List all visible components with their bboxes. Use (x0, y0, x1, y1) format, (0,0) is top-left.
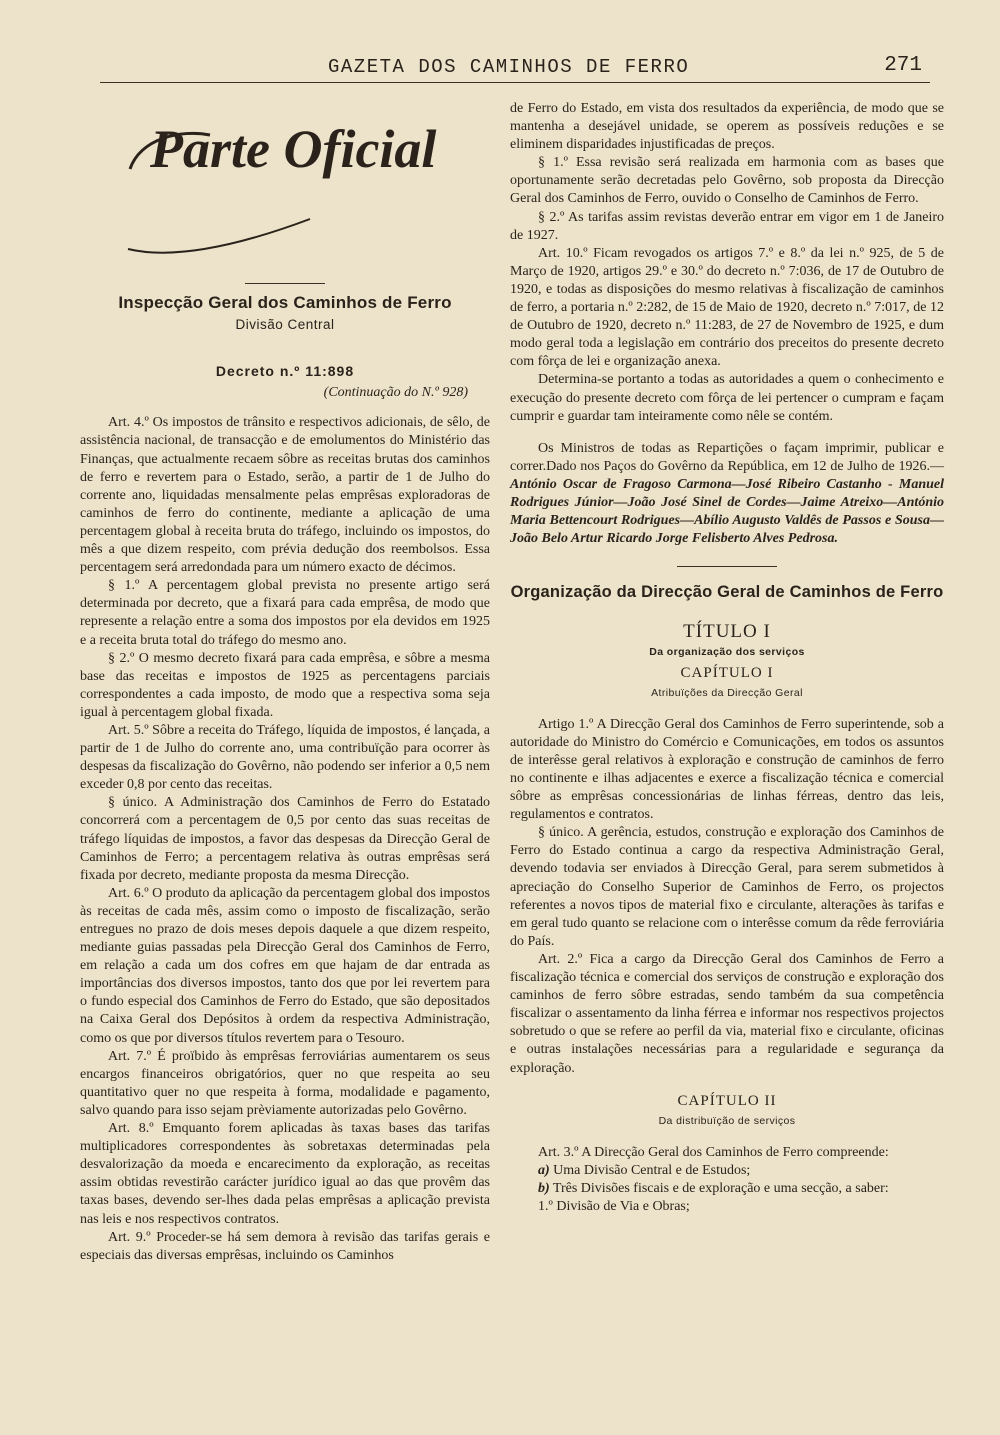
article-paragraph: Art. 3.º A Direcção Geral dos Caminhos de Ferro compreende: (538, 1144, 889, 1160)
divider (245, 283, 325, 284)
article-paragraph: Art. 7.º É proïbido às emprêsas ferroviárias aumentarem os seus encargos financeiros obrigatórios, quer no que respeita ao seu quantitativo quer no que respeita à forma, modalidade e pagamento, salvo quando para isso sejam prèviamente autorizadas pelo Govêrno. (80, 1048, 490, 1118)
signatures: António Oscar de Fragoso Carmona—José Ribeiro Castanho - Manuel Rodrigues Júnior—João José Sinel de Cordes—Jaime Atreixo—António Maria Bettencourt Rodrigues—Abílio Augusto Valdês de Passos e Sousa—João Belo Artur Ricardo Jorge Felisberto Alves Pedrosa. (510, 476, 944, 547)
parte-oficial-script (110, 99, 440, 269)
article-paragraph: § 1.º A percentagem global prevista no presente artigo será determinada por decreto, que a fixará para cada emprêsa, de modo que represente a relação entre a soma dos impostos por ela devidos em 1925 e a receita bruta total do tráfego do mesmo ano. (80, 578, 490, 648)
alinea-label: a) (538, 1162, 550, 1178)
alinea-a (510, 1162, 944, 1180)
list-item: 1.º Divisão de Via e Obras; (538, 1199, 690, 1215)
article-paragraph: § 1.º Essa revisão será realizada em harmonia com as bases que oportunamente serão decretadas pelo Govêrno, sob proposta da Direcção Geral dos Caminhos de Ferro, ouvido o Conselho de Caminhos de Ferro. (510, 155, 944, 207)
article-paragraph: § único. A gerência, estudos, construção e exploração dos Caminhos de Ferro do Estado continua a cargo da respectiva Administração Geral, devendo todavia ser enviados à Direcção Geral, para serem submetidos à apreciação do Conselho Superior de Caminhos de Ferro, os projectos referentes a novos tipos de material fixo e circulante, alterações às tarifas e em geral tudo quanto se relacione com o interêsse comum da rêde ferroviária do País. (510, 825, 944, 949)
alinea-label: b) (538, 1180, 550, 1196)
capitulo-subheading: Da distribuïção de serviços (658, 1114, 796, 1127)
organization-title: Organização da Direcção Geral de Caminhos de Ferro (510, 583, 944, 602)
article-paragraph: Art. 8.º Emquanto forem aplicadas às taxas bases das tarifas multiplicadores correspondentes às sobretaxas determinadas pela desvalorização da moeda e encarecimento da exploração, as receitas assim obtidas revestirão carácter jurídico igual ao das que provêm das taxas bases, devendo ser-lhes dada pelas emprêsas a aplicação prevista nas leis e nos respectivos contratos. (80, 1121, 490, 1227)
right-column (510, 100, 944, 1216)
alinea-b (510, 1180, 944, 1198)
closing-paragraph (510, 440, 944, 549)
capitulo-heading: CAPÍTULO I (680, 664, 774, 681)
alinea-text: Três Divisões fiscais e de exploração e uma secção, a saber: (552, 1180, 889, 1196)
closing-text: Os Ministros de todas as Repartições o façam imprimir, publicar e correr.Dado nos Paços do Govêrno da República, em 12 de Julho de 1926.— (510, 440, 944, 474)
article-paragraph: Art. 10.º Ficam revogados os artigos 7.º e 8.º da lei n.º 925, de 5 de Março de 1920, artigos 29.º e 30.º do decreto n.º 7:036, de 17 de Outubro de 1920, e todas as disposições do mesmo relativas à fiscalização de caminhos de ferro, a portaria n.º 2:282, de 15 de Maio de 1920, decreto n.º 7:017, de 12 de Outubro de 1920, decreto n.º 11:283, de 27 de Novembro de 1925, e dum modo geral toda a legislação em contrário dos preceitos do presente decreto com fôrça de lei e organização anexa. (510, 245, 944, 370)
article-paragraph: § 2.º O mesmo decreto fixará para cada emprêsa, e sôbre a mesma base das receitas e impostos de 1925 as percentagens parciais correspondentes a cada imposto, de modo que a respectiva soma seja igual à percentagem global fixada. (80, 650, 490, 720)
titulo-heading: TÍTULO I (683, 621, 771, 643)
capitulo-subheading: Atribuïções da Direcção Geral (651, 686, 803, 699)
page-header (100, 52, 930, 83)
page-number: 271 (884, 54, 922, 77)
divider (677, 566, 777, 567)
section-subtitle: Divisão Central (235, 317, 335, 333)
section-title: Inspecção Geral dos Caminhos de Ferro (118, 293, 452, 312)
article-paragraph: Determina-se portanto a todas as autoridades a quem o conhecimento e execução do presente decreto com fôrça de lei pertencer o cumpram e façam cumprir e guardar tam inteiramente como nêle se contém. (510, 372, 944, 424)
capitulo-heading: CAPÍTULO II (677, 1092, 777, 1109)
alinea-text: Uma Divisão Central e de Estudos; (553, 1162, 751, 1178)
left-column (80, 95, 490, 1265)
article-paragraph: § único. A Administração dos Caminhos de Ferro do Estatado concorrerá com a percentagem de 0,5 por cento das suas receitas de tráfego líquidas de impostos, a favor das despesas da Direcção Geral de Caminhos de Ferro; a percentagem relativa às outras emprêsas será fixada por decreto, mediante proposta da mesma Direcção. (80, 795, 490, 883)
article-paragraph: Art. 2.º Fica a cargo da Direcção Geral dos Caminhos de Ferro a fiscalização técnica e comercial dos serviços de construção e exploração dos caminhos de ferro sôbre estradas, sendo também da sua competência fiscalizar o assentamento da linha férrea e informar nos respectivos projectos sobretudo o que se refere ao perfil da via, material fixo e circulante, oficinas e outras instalações necessárias para a regularidade e segurança da exploração. (510, 951, 944, 1076)
article-paragraph: Art. 5.º Sôbre a receita do Tráfego, líquida de impostos, é lançada, a partir de 1 de Julho do corrente ano, uma contribuïção para ocorrer às despesas da fiscalização do Govêrno, não podendo ser inferior a 0,5 nem exceder 0,8 por cento das receitas. (80, 722, 490, 793)
article-paragraph: Art. 6.º O produto da aplicação da percentagem global dos impostos às receitas de cada mês, assim como o imposto de fiscalização, serão entregues no prazo de dois meses depois daquele a que dizem respeito, mediante guias passadas pela Direcção Geral dos Caminhos de Ferro, em relação a cada um dos cofres em que hajam de dar entrada as importâncias dos diversos impostos, tanto dos que por lei revertem para o fundo especial dos Caminhos de Ferro do Estado, que são depositados na Caixa Geral dos Depósitos à ordem da respectiva Administração, como os que por diversos títulos revertem para o Tesouro. (80, 885, 490, 1046)
article-paragraph: Art. 9.º Proceder-se há sem demora à revisão das tarifas gerais e especiais das diversas emprêsas, incluindo os Caminhos (80, 1229, 490, 1263)
decree-title: Decreto n.º 11:898 (215, 363, 355, 380)
article-paragraph: § 2.º As tarifas assim revistas deverão entrar em vigor em 1 de Janeiro de 1927. (510, 209, 944, 243)
parte-oficial-logo (80, 99, 490, 269)
publication-title: GAZETA DOS CAMINHOS DE FERRO (328, 56, 690, 78)
article-paragraph: Art. 4.º Os impostos de trânsito e respectivos adicionais, de sêlo, de assistência nacional, de transacção e de emolumentos do Ministério das Finanças, que actualmente recaem sôbre as receitas brutas dos caminhos de ferro e revertem para o Estado, serão, a partir de 1 de Julho do corrente ano, liquidadas mensalmente pelas emprêsas exploradoras de caminhos de ferro do continente, mediante a aplicação de uma percentagem global à receita bruta do tráfego, incluindo os impostos, do mês a que dizem respeito, com prévia dedução dos reembolsos. Essa percentagem será arredondada para um número exacto de décimos. (80, 415, 490, 576)
article-paragraph: de Ferro do Estado, em vista dos resultados da experiência, de modo que se mantenha a desejável unidade, se operem as possíveis reduções e se eliminem disparidades injustificadas de preços. (510, 101, 944, 153)
logo-text: Parte Oficial (150, 119, 437, 179)
article-paragraph: Artigo 1.º A Direcção Geral dos Caminhos de Ferro superintende, sob a autoridade do Ministro do Comércio e Comunicações, em todos os assuntos de interêsse geral relativos à exploração e construção de caminhos de ferro no continente e ilhas adjacentes e exerce a fiscalização técnica e comercial sôbre as emprêsas concessionárias de linhas férreas, dentro das leis, regulamentos e contratos. (510, 716, 944, 823)
titulo-subheading: Da organização dos serviços (649, 646, 805, 659)
continuation-note: (Continuação do N.º 928) (323, 385, 468, 401)
